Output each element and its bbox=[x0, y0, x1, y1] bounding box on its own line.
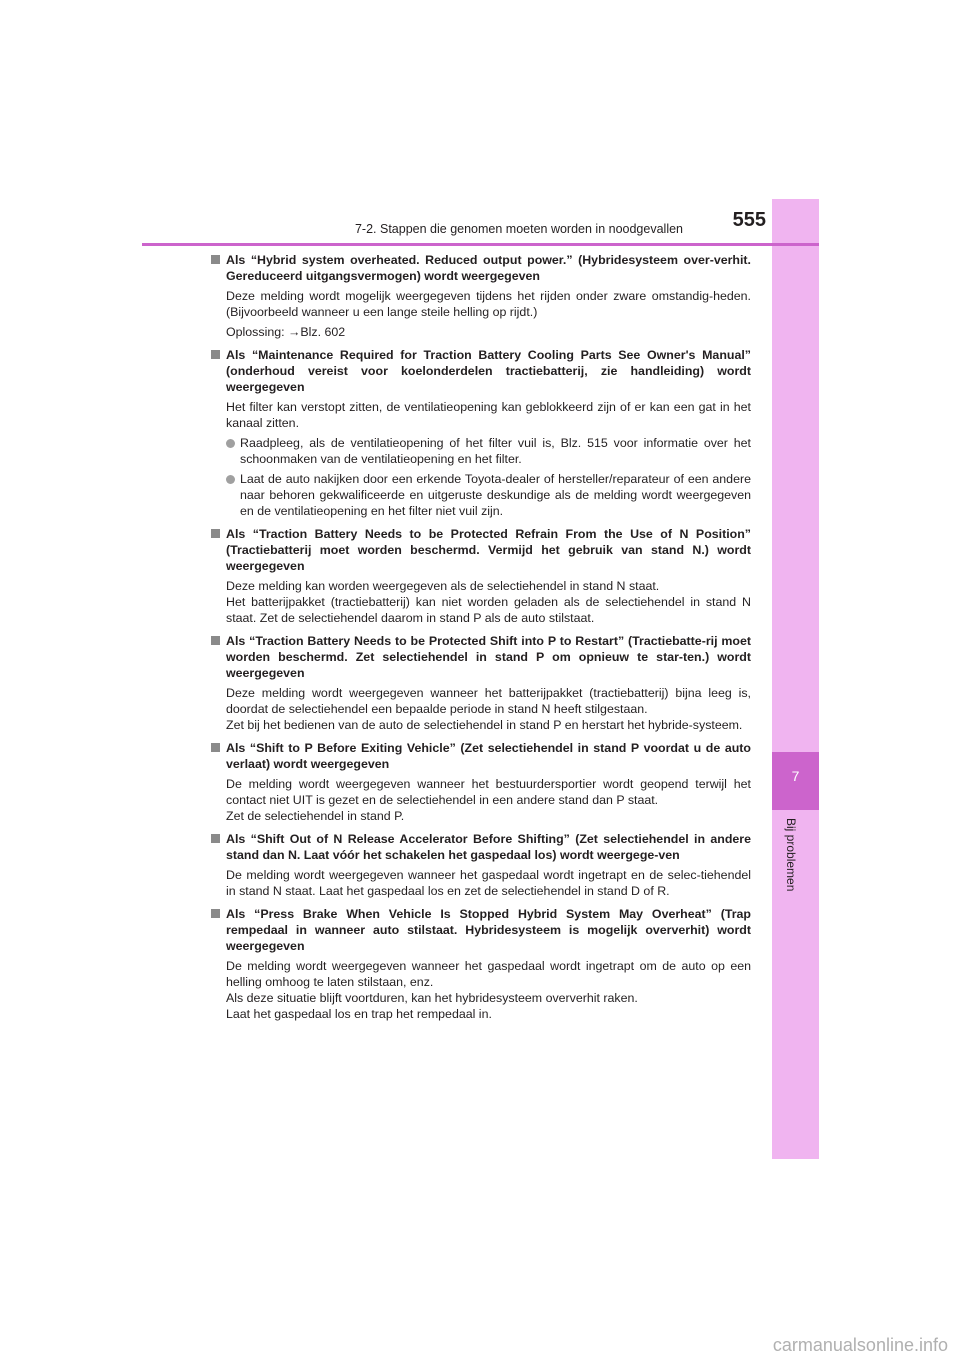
paragraph: Deze melding kan worden weergegeven als de selectiehendel in stand N staat. bbox=[226, 579, 660, 593]
section-heading: Als “Hybrid system overheated. Reduced output power.” (Hybridesysteem over-verhit. Gereduceerd uitgangsvermogen) wordt weergegeven bbox=[211, 252, 751, 284]
section-heading: Als “Press Brake When Vehicle Is Stopped Hybrid System May Overheat” (Trap rempedaal in wanneer auto stilstaat. Hybridesysteem is mogelijk oververhit) wordt weergegeven bbox=[211, 906, 751, 954]
list-item: Laat de auto nakijken door een erkende Toyota-dealer of hersteller/reparateur of een andere naar behoren gekwalificeerde en uitgeruste deskundige als de melding wordt weergegeven en de ventilatieopening en het filter niet vuil zijn. bbox=[211, 471, 751, 519]
chapter-number: 7 bbox=[791, 768, 800, 784]
section-heading: Als “Maintenance Required for Traction Battery Cooling Parts See Owner's Manual” (onderhoud vereist voor koelonderdelen tractiebatterij, zie handleiding) wordt weergegeven bbox=[211, 347, 751, 395]
warning-section bbox=[211, 906, 751, 1022]
paragraph: Oplossing: →Blz. 602 bbox=[226, 325, 346, 339]
square-bullet-icon bbox=[211, 909, 220, 918]
paragraph: Zet bij het bedienen van de auto de selectiehendel in stand P en herstart het hybride-systeem. bbox=[226, 718, 743, 732]
round-bullet-icon bbox=[226, 439, 235, 448]
square-bullet-icon bbox=[211, 834, 220, 843]
paragraph: Laat het gaspedaal los en trap het rempedaal in. bbox=[226, 1007, 492, 1021]
warning-section bbox=[211, 633, 751, 733]
paragraph: De melding wordt weergegeven wanneer het gaspedaal wordt ingetrapt om de auto op een helling omhoog te laten stilstaan, enz. bbox=[226, 959, 751, 989]
warning-section bbox=[211, 740, 751, 824]
section-heading: Als “Traction Battery Needs to be Protected Shift into P to Restart” (Tractiebatte-rij moet worden beschermd. Zet selectiehendel in stand P om opnieuw te star-ten.) wordt weergegeven bbox=[211, 633, 751, 681]
paragraph: Zet de selectiehendel in stand P. bbox=[226, 809, 405, 823]
header-divider bbox=[142, 243, 819, 246]
section-heading: Als “Shift to P Before Exiting Vehicle” (Zet selectiehendel in stand P voordat u de auto verlaat) wordt weergegeven bbox=[211, 740, 751, 772]
paragraph: Deze melding wordt weergegeven wanneer het batterijpakket (tractiebatterij) bijna leeg is, doordat de selectiehendel een bepaalde periode in stand N heeft stilgestaan. bbox=[226, 686, 751, 716]
square-bullet-icon bbox=[211, 743, 220, 752]
round-bullet-icon bbox=[226, 475, 235, 484]
paragraph: De melding wordt weergegeven wanneer het gaspedaal wordt ingetrapt en de selec-tiehendel in stand N staat. Laat het gaspedaal los en zet de selectiehendel in stand D of R. bbox=[226, 868, 751, 898]
page-content bbox=[211, 252, 751, 1029]
warning-section bbox=[211, 347, 751, 519]
paragraph: De melding wordt weergegeven wanneer het bestuurdersportier wordt geopend terwijl het contact niet UIT is gezet en de selectiehendel in een andere stand dan P staat. bbox=[226, 777, 751, 807]
square-bullet-icon bbox=[211, 255, 220, 264]
warning-section bbox=[211, 831, 751, 899]
square-bullet-icon bbox=[211, 529, 220, 538]
page-number: 555 bbox=[732, 209, 766, 231]
warning-section bbox=[211, 526, 751, 626]
chapter-label: Bij problemen bbox=[784, 818, 798, 892]
paragraph: Als deze situatie blijft voortduren, kan het hybridesysteem oververhit raken. bbox=[226, 991, 638, 1005]
paragraph: Het filter kan verstopt zitten, de ventilatieopening kan geblokkeerd zijn of er kan een gat in het kanaal zitten. bbox=[226, 400, 751, 430]
warning-section bbox=[211, 252, 751, 340]
section-heading: Als “Traction Battery Needs to be Protected Refrain From the Use of N Position” (Tractiebatterij moet worden beschermd. Vermijd het gebruik van stand N.) wordt weergegeven bbox=[211, 526, 751, 574]
section-header-title: 7-2. Stappen die genomen moeten worden in noodgevallen bbox=[354, 222, 683, 236]
list-item: Raadpleeg, als de ventilatieopening of het filter vuil is, Blz. 515 voor informatie over het schoonmaken van de ventilatieopening en het filter. bbox=[211, 435, 751, 467]
section-heading: Als “Shift Out of N Release Accelerator Before Shifting” (Zet selectiehendel in andere stand dan N. Laat vóór het schakelen het gaspedaal los) wordt weergege-ven bbox=[211, 831, 751, 863]
paragraph: Deze melding wordt mogelijk weergegeven tijdens het rijden onder zware omstandig-heden. (Bijvoorbeeld wanneer u een lange steile helling op rijdt.) bbox=[226, 289, 751, 319]
watermark: carmanualsonline.info bbox=[772, 1335, 948, 1355]
paragraph: Het batterijpakket (tractiebatterij) kan niet worden geladen als de selectiehendel in stand N staat. Zet de selectiehendel daarom in stand P als de auto stilstaat. bbox=[226, 595, 751, 625]
chapter-side-tab bbox=[772, 199, 819, 1159]
square-bullet-icon bbox=[211, 350, 220, 359]
square-bullet-icon bbox=[211, 636, 220, 645]
